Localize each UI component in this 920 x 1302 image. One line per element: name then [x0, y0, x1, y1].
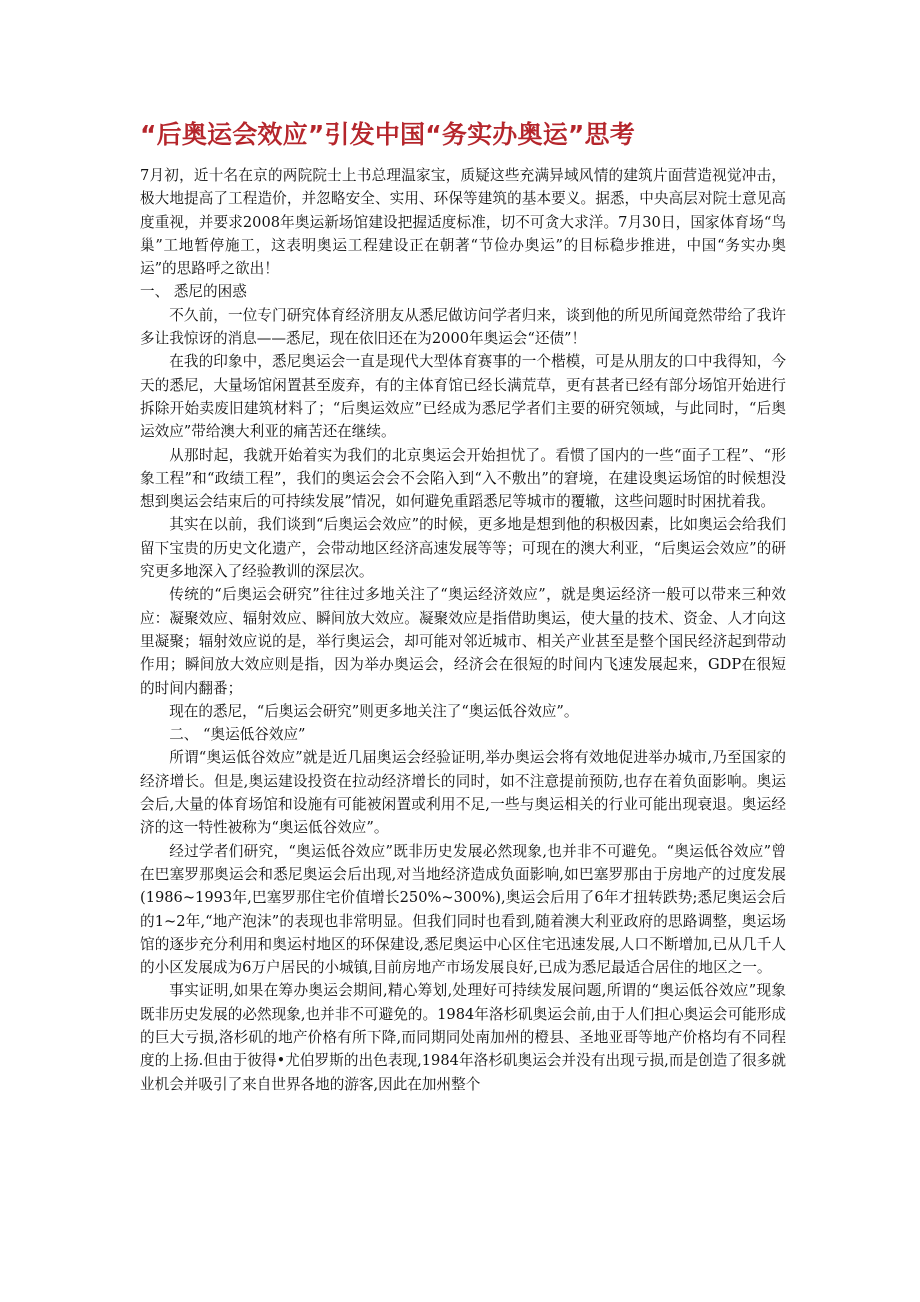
document-body — [140, 164, 786, 1096]
paragraph: 事实证明,如果在筹办奥运会期间,精心筹划,处理好可持续发展问题,所谓的“奥运低谷效应”现象既非历史发展的必然现象,也并非不可避免的。1984年洛杉矶奥运会前,由于人们担心奥运会可能形成的巨大亏损,洛杉矶的地产价格有所下降,而同期同处南加州的橙县、圣地亚哥等地产价格均有不同程度的上扬.但由于彼得•尤伯罗斯的出色表现,1984年洛杉矶奥运会并没有出现亏损,而是创造了很多就业机会并吸引了来自世界各地的游客,因此在加州整个 — [140, 982, 786, 1093]
paragraph: 从那时起，我就开始着实为我们的北京奥运会开始担忧了。看惯了国内的一些“面子工程”、“形象工程”和“政绩工程”，我们的奥运会会不会陷入到“入不敷出”的窘境，在建设奥运场馆的时候想没想到奥运会结束后的可持续发展”情况，如何避免重蹈悉尼等城市的覆辙，这些问题时时困扰着我。 — [140, 446, 786, 511]
paragraph: 不久前，一位专门研究体育经济朋友从悉尼做访问学者归来，谈到他的所见所闻竟然带给了我许多让我惊讶的消息——悉尼，现在依旧还在为2000年奥运会“还债”！ — [140, 306, 786, 348]
paragraph: 在我的印象中，悉尼奥运会一直是现代大型体育赛事的一个楷模，可是从朋友的口中我得知，今天的悉尼，大量场馆闲置甚至废弃，有的主体育馆已经长满荒草，更有甚者已经有部分场馆开始进行拆除开始卖废旧建筑材料了；“后奥运效应”已经成为悉尼学者们主要的研究领域，与此同时，“后奥运效应”带给澳大利亚的痛苦还在继续。 — [140, 353, 786, 441]
section-heading-2: 二、 “奥运低谷效应” — [169, 726, 306, 744]
paragraph: 经过学者们研究，“奥运低谷效应”既非历史发展必然现象,也并非不可避免。“奥运低谷效应”曾在巴塞罗那奥运会和悉尼奥运会后出现,对当地经济造成负面影响,如巴塞罗那由于房地产的过度发展(1986~1993年,巴塞罗那住宅价值增长250%~300%),奥运会后用了6年才扭转跌势;悉尼奥运会后的1~2年,“地产泡沫”的表现也非常明显。但我们同时也看到,随着澳大利亚政府的思路调整，奥运场馆的逐步充分利用和奥运村地区的环保建设,悉尼奥运中心区住宅迅速发展,人口不断增加,已从几千人的小区发展成为6万户居民的小城镇,目前房地产市场发展良好,已成为悉尼最适合居住的地区之一。 — [140, 842, 786, 977]
document-page — [140, 118, 786, 1096]
section-heading-1: 一、 悉尼的困惑 — [140, 283, 247, 301]
paragraph: 所谓“奥运低谷效应”就是近几届奥运会经验证明,举办奥运会将有效地促进举办城市,乃至国家的经济增长。但是,奥运建设投资在拉动经济增长的同时，如不注意提前预防,也存在着负面影响。奥运会后,大量的体育场馆和设施有可能被闲置或利用不足,一些与奥运相关的行业可能出现衰退。奥运经济的这一特性被称为“奥运低谷效应”。 — [140, 749, 786, 837]
paragraph: 现在的悉尼，“后奥运会研究”则更多地关注了“奥运低谷效应”。 — [169, 702, 579, 720]
paragraph: 其实在以前，我们谈到“后奥运会效应”的时候，更多地是想到他的积极因素，比如奥运会给我们留下宝贵的历史文化遗产，会带动地区经济高速发展等等；可现在的澳大利亚，“后奥运会效应”的研究更多地深入了经验教训的深层次。 — [140, 516, 786, 581]
document-title: “后奥运会效应”引发中国“务实办奥运”思考 — [140, 120, 635, 149]
paragraph-intro: 7月初，近十名在京的两院院士上书总理温家宝，质疑这些充满异域风情的建筑片面营造视觉冲击，极大地提高了工程造价，并忽略安全、实用、环保等建筑的基本要义。据悉，中央高层对院士意见高度重视，并要求2008年奥运新场馆建设把握适度标准，切不可贪大求洋。7月30日，国家体育场“鸟巢”工地暂停施工，这表明奥运工程建设正在朝著“节俭办奥运”的目标稳步推进，中国“务实办奥运”的思路呼之欲出！ — [140, 167, 786, 278]
paragraph: 传统的“后奥运会研究”往往过多地关注了“奥运经济效应”，就是奥运经济一般可以带来三种效应：凝聚效应、辐射效应、瞬间放大效应。凝聚效应是指借助奥运，使大量的技术、资金、人才向这里凝聚；辐射效应说的是，举行奥运会，却可能对邻近城市、相关产业甚至是整个国民经济起到带动作用；瞬间放大效应则是指，因为举办奥运会，经济会在很短的时间内飞速发展起来，GDP在很短的时间内翻番； — [140, 586, 786, 697]
